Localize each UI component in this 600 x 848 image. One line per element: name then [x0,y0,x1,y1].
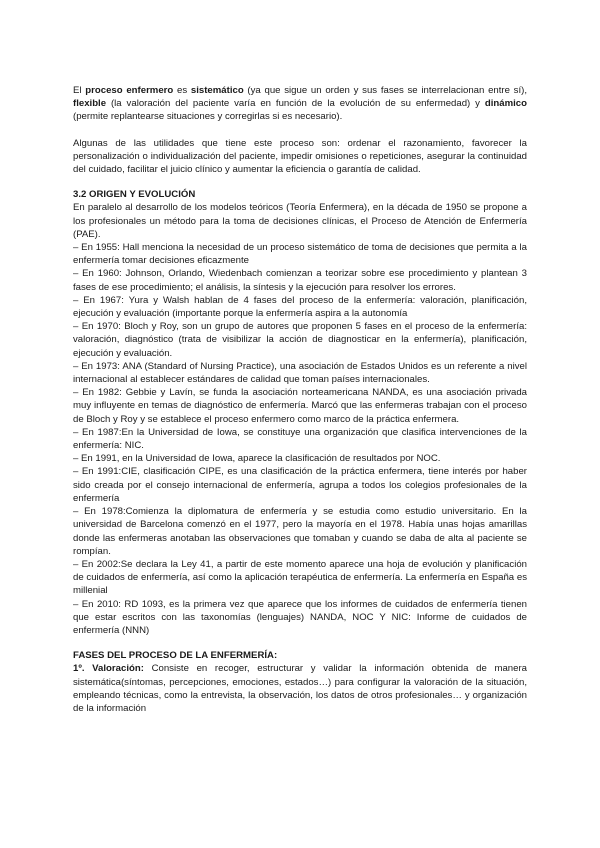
text-run: es [173,85,191,96]
section-heading-phases: FASES DEL PROCESO DE LA ENFERMERÍA: [73,650,278,662]
bold-term-proceso-enfermero: proceso enfermero [85,85,174,96]
timeline-item: – En 1991:CIE, clasificación CIPE, es una clasificación de la práctica enfermera, tiene interés por haber sido creada por el consejo internacional de enfermería, agrupa a todos los colegios profesionales de la enfermería [73,466,527,504]
timeline-item: – En 1978:Comienza la diplomatura de enfermería y se estudia como estudio universitario. En la universidad de Barcelona comenzó en el 1977, pero la mayoría en el 1978. Había unas hojas amarillas donde las enfermeras anotaban las observaciones que tomaban y cuando se daba de alta al paciente se rompían. [73,506,527,557]
text-run: (ya que sigue un orden y sus fases se interrelacionan entre sí), [243,85,527,96]
intro-paragraph-1 [73,84,527,124]
document-page [73,84,527,715]
bold-term-sistematico: sistemático [190,85,244,96]
timeline-item: – En 1982: Gebbie y Lavín, se funda la asociación norteamericana NANDA, es una asociación privada muy influyente en temas de diagnóstico de enfermería. Marcó que las enfermeras trabajan con el proceso de Bloch y Roy y se establece el proceso enfermero como marco de la práctica enfermera. [73,387,527,425]
timeline-item: – En 1955: Hall menciona la necesidad de un proceso sistemático de toma de decisiones que permita a la enfermería tomar decisiones eficazmente [73,242,527,267]
phase-1-paragraph [73,662,527,715]
text-run: (la valoración del paciente varía en función de la evolución de su enfermedad) y [106,98,485,110]
bold-term-flexible: flexible [73,98,107,110]
timeline-item: – En 2002:Se declara la Ley 41, a partir de este momento aparece una hoja de evolución y planificación de cuidados de enfermería, así como la aplicación terapéutica de enfermería. La enfermería en España es millenial [73,558,527,597]
intro-paragraph-2: Algunas de las utilidades que tiene este proceso son: ordenar el razonamiento, favorecer la personalización o individualización del paciente, impedir omisiones o repeticiones, asegurar la continuidad del cuidado, facilitar el juicio clínico y aumentar la eficiencia o garantía de calidad. [73,137,527,176]
timeline-item: – En 1973: ANA (Standard of Nursing Practice), una asociación de Estados Unidos es un referente a nivel internacional al establecer estándares de calidad que toman países internacionales. [73,360,527,386]
text-run: El [73,85,86,96]
phase-1-text: Consiste en recoger, estructurar y validar la información obtenida de manera sistemática(síntomas, percepciones, emociones, estados…) para configurar la valoración de la situación, empleando técnicas, como la entrevista, la observación, los datos de otros profesionales… y organización de la información [73,663,527,714]
phase-1-label: 1º. Valoración: [73,663,144,675]
timeline-item: – En 1987:En la Universidad de Iowa, se constituye una organización que clasifica intervenciones de la enfermería: NIC. [73,426,527,452]
timeline-item: – En 1960: Johnson, Orlando, Wiedenbach comienzan a teorizar sobre ese procedimiento y plantean 3 fases de ese procedimiento; el análisis, la síntesis y la ejecución para resolver los errores. [73,268,527,293]
timeline-item: – En 1991, en la Universidad de Iowa, aparece la clasificación de resultados por NOC. [73,453,441,465]
timeline-item: – En 1967: Yura y Walsh hablan de 4 fases del proceso de la enfermería: valoración, planificación, ejecución y evaluación (importante porque la enfermería aspira a la autonomía [73,294,527,320]
timeline-item: – En 1970: Bloch y Roy, son un grupo de autores que proponen 5 fases en el proceso de la enfermería: valoración, diagnóstico (trata de visibilizar la acción de diagnosticar en la enfermería), planificación, ejecución y evaluación. [73,321,527,359]
origin-intro-paragraph: En paralelo al desarrollo de los modelos teóricos (Teoría Enfermera), en la década de 1950 se propone a los profesionales un método para la toma de decisiones clínicas, el Proceso de Atención de Enfermería (PAE). [73,202,527,240]
timeline-item: – En 2010: RD 1093, es la primera vez que aparece que los informes de cuidados de enfermería tienen que estar escritos con las taxonomías (lenguajes) NANDA, NOC Y NIC: Informe de cuidados de enfermería (NNN) [73,598,527,636]
text-run: (permite replantearse situaciones y corregirlas si es necesario). [73,111,343,123]
bold-term-dinamico: dinámico [484,98,527,110]
section-heading-origin: 3.2 ORIGEN Y EVOLUCIÓN [73,189,196,201]
